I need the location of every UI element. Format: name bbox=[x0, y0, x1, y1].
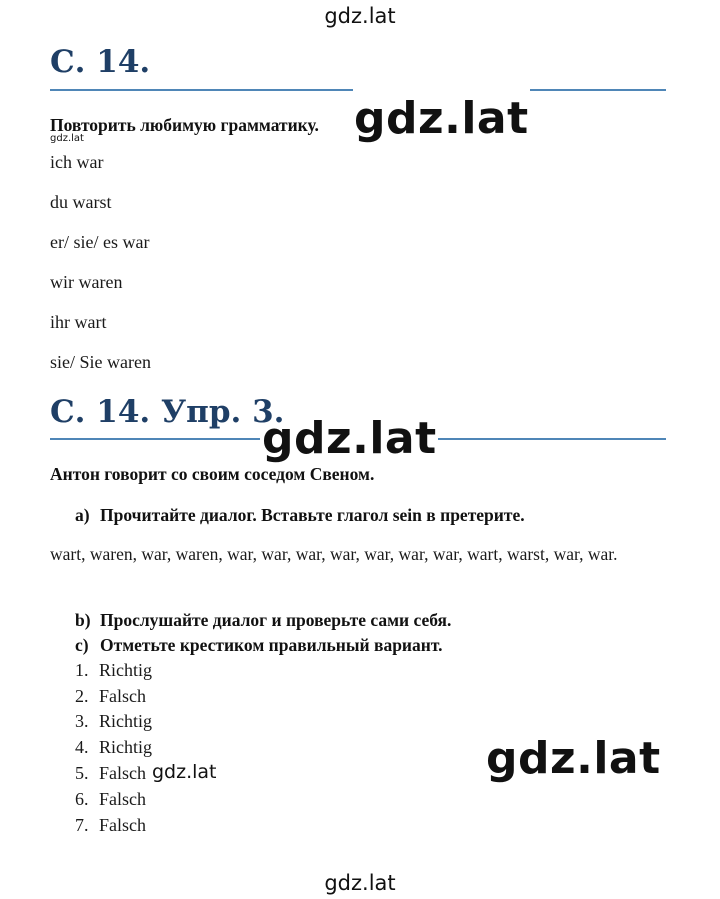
answer-number: 1. bbox=[75, 660, 89, 680]
heading-rule-right-2 bbox=[438, 438, 666, 440]
task-b-mark: b) bbox=[75, 610, 91, 630]
answer-item bbox=[75, 763, 146, 784]
answer-item bbox=[75, 737, 152, 758]
answer-value: Falsch bbox=[99, 686, 146, 706]
section-2-heading: С. 14. Упр. 3. bbox=[50, 394, 285, 430]
exercise-intro: Антон говорит со своим соседом Свеном. bbox=[50, 464, 375, 484]
answer-a: wart, waren, war, waren, war, war, war, war, war, war, war, wart, warst, war, war. bbox=[50, 544, 618, 564]
section-1-heading: С. 14. bbox=[50, 44, 151, 80]
answer-value: Falsch bbox=[99, 789, 146, 809]
conjugation-line: ihr wart bbox=[50, 312, 107, 332]
answer-value: Falsch bbox=[99, 763, 146, 783]
task-b bbox=[75, 610, 451, 631]
task-a bbox=[75, 505, 525, 526]
watermark-tiny: gdz.lat bbox=[50, 133, 84, 144]
task-c-text: Отметьте крестиком правильный вариант. bbox=[100, 635, 443, 655]
conjugation-line: sie/ Sie waren bbox=[50, 352, 151, 372]
watermark-big-3: gdz.lat bbox=[486, 733, 661, 784]
answer-value: Richtig bbox=[99, 737, 152, 757]
answer-value: Richtig bbox=[99, 711, 152, 731]
answer-value: Richtig bbox=[99, 660, 152, 680]
heading-rule-left bbox=[50, 89, 353, 91]
conjugation-line: er/ sie/ es war bbox=[50, 232, 150, 252]
answer-number: 6. bbox=[75, 789, 89, 809]
watermark-top: gdz.lat bbox=[324, 4, 396, 28]
grammar-task: Повторить любимую грамматику. bbox=[50, 115, 319, 135]
answer-item bbox=[75, 686, 146, 707]
answer-number: 7. bbox=[75, 815, 89, 835]
answer-item bbox=[75, 789, 146, 810]
task-b-text: Прослушайте диалог и проверьте сами себя. bbox=[100, 610, 452, 630]
conjugation-line: du warst bbox=[50, 192, 112, 212]
answer-number: 5. bbox=[75, 763, 89, 783]
task-c bbox=[75, 635, 443, 656]
watermark-mid: gdz.lat bbox=[152, 761, 217, 783]
answer-item bbox=[75, 815, 146, 836]
heading-rule-right bbox=[530, 89, 666, 91]
task-c-mark: c) bbox=[75, 635, 89, 655]
answer-value: Falsch bbox=[99, 815, 146, 835]
watermark-big-2: gdz.lat bbox=[262, 413, 437, 464]
conjugation-line: wir waren bbox=[50, 272, 123, 292]
heading-rule-left-2 bbox=[50, 438, 260, 440]
answer-number: 4. bbox=[75, 737, 89, 757]
watermark-big-1: gdz.lat bbox=[354, 93, 529, 144]
conjugation-line: ich war bbox=[50, 152, 104, 172]
answer-item bbox=[75, 711, 152, 732]
task-a-mark: a) bbox=[75, 505, 90, 525]
answer-item bbox=[75, 660, 152, 681]
task-a-text: Прочитайте диалог. Вставьте глагол sein в претерите. bbox=[100, 505, 525, 525]
watermark-bottom: gdz.lat bbox=[324, 871, 396, 895]
answer-number: 3. bbox=[75, 711, 89, 731]
answer-number: 2. bbox=[75, 686, 89, 706]
